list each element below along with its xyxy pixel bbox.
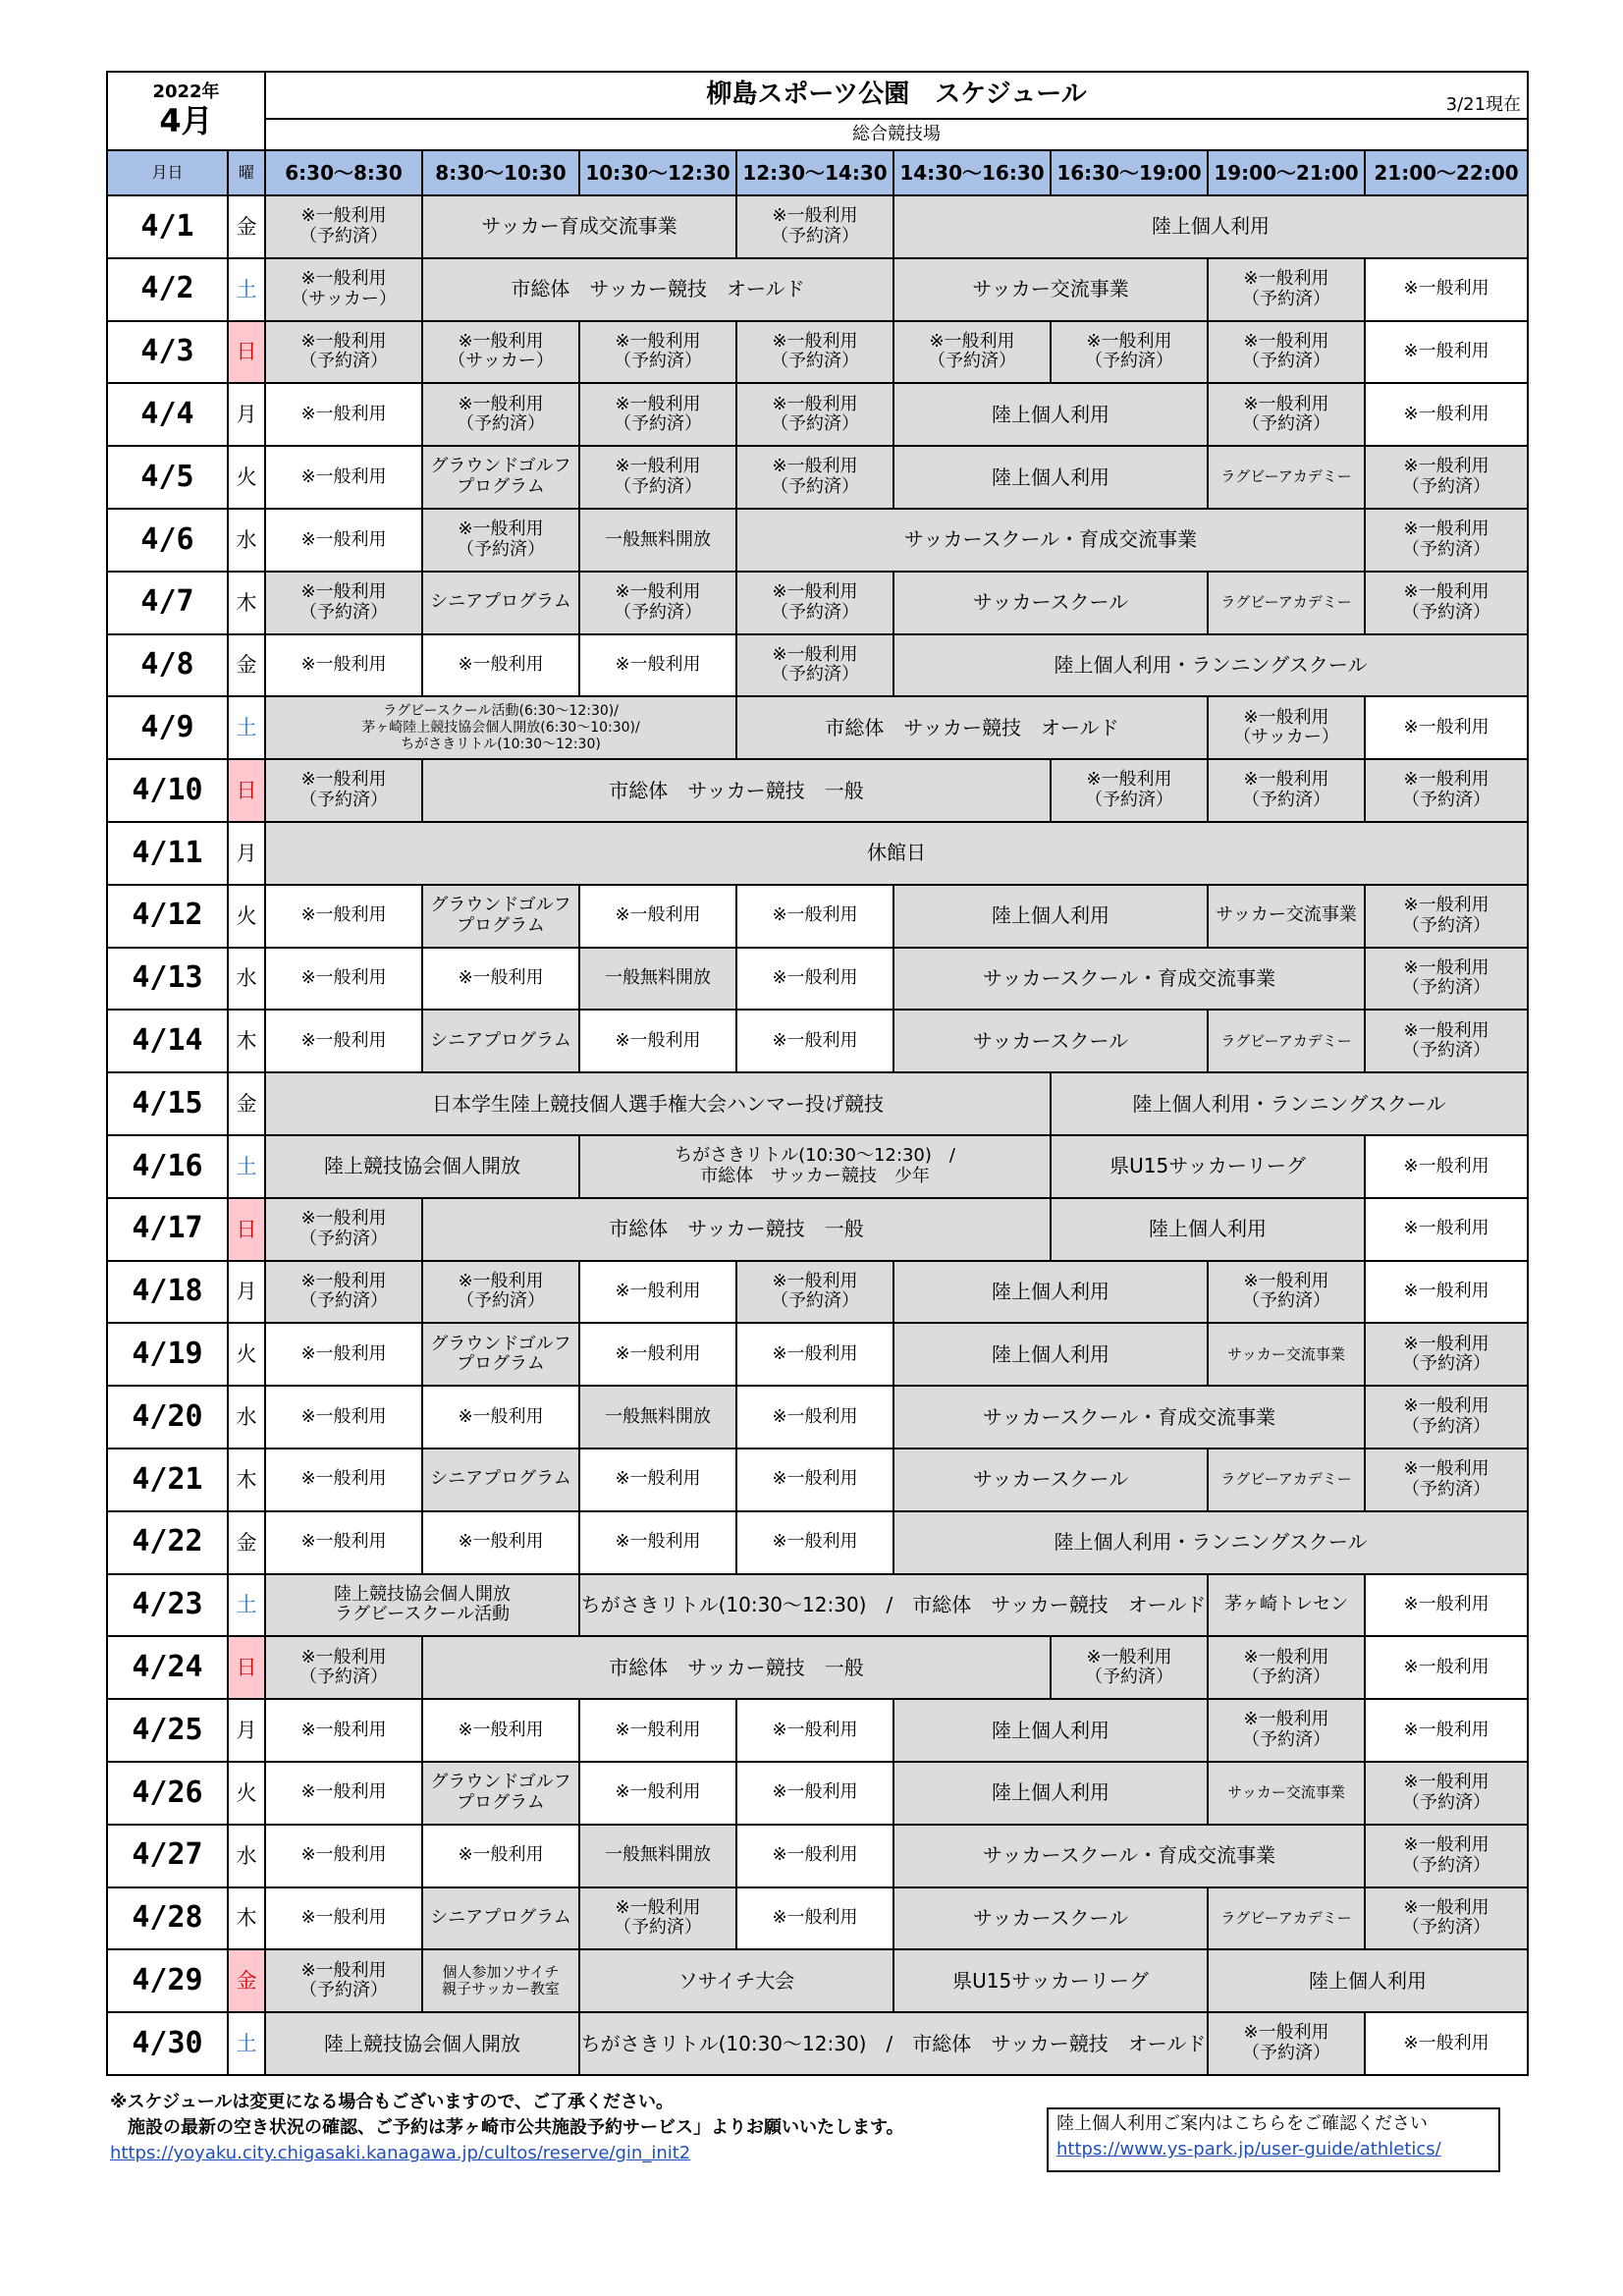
day-of-week: 水 <box>228 948 265 1011</box>
day-of-week: 水 <box>228 509 265 572</box>
facility-name: 総合競技場 <box>265 119 1528 150</box>
schedule-cell: ※一般利用 <box>422 1825 579 1887</box>
schedule-cell: サッカー交流事業 <box>1208 1323 1365 1386</box>
table-row <box>107 1386 1528 1449</box>
day-of-week: 金 <box>228 1072 265 1135</box>
day-date: 4/26 <box>107 1762 228 1825</box>
schedule-cell: グラウンドゴルフ プログラム <box>422 446 579 509</box>
schedule-cell: 陸上個人利用・ランニングスクール <box>893 1511 1528 1574</box>
schedule-cell: ラグビーアカデミー <box>1208 1887 1365 1950</box>
footer-note-change: ※スケジュールは変更になる場合もございますので、ご了承ください。 <box>110 2092 675 2112</box>
schedule-cell: ※一般利用 <box>1365 321 1528 384</box>
schedule-cell: ラグビースクール活動(6:30～12:30)/ 茅ヶ崎陸上競技協会個人開放(6:30～10:30)/ ちがさきリトル(10:30～12:30) <box>265 696 736 759</box>
schedule-cell: シニアプログラム <box>422 1010 579 1072</box>
schedule-cell: ※一般利用 <box>736 1887 893 1950</box>
schedule-cell: 県U15サッカーリーグ <box>1051 1135 1365 1198</box>
day-of-week: 月 <box>228 1261 265 1324</box>
day-of-week: 土 <box>228 1574 265 1637</box>
column-header-slot: 19:00～21:00 <box>1208 150 1365 195</box>
schedule-cell: ※一般利用 （予約済） <box>265 1636 422 1699</box>
schedule-cell: ※一般利用 <box>579 1010 736 1072</box>
schedule-cell: ※一般利用 <box>265 948 422 1011</box>
column-header-row <box>107 150 1528 195</box>
day-date: 4/30 <box>107 2012 228 2075</box>
table-row <box>107 446 1528 509</box>
schedule-cell: 市総体 サッカー競技 オールド <box>736 696 1208 759</box>
schedule-cell: ※一般利用 <box>736 1386 893 1449</box>
schedule-cell: 陸上競技協会個人開放 <box>265 2012 579 2075</box>
day-date: 4/28 <box>107 1887 228 1950</box>
day-of-week: 土 <box>228 258 265 321</box>
table-row <box>107 383 1528 446</box>
schedule-cell: ※一般利用 （予約済） <box>265 759 422 822</box>
schedule-cell: サッカー育成交流事業 <box>422 195 736 258</box>
schedule-cell: ※一般利用 （予約済） <box>1365 1386 1528 1449</box>
day-date: 4/2 <box>107 258 228 321</box>
day-date: 4/7 <box>107 572 228 634</box>
column-header-date: 月日 <box>107 150 228 195</box>
schedule-cell: ※一般利用 <box>579 885 736 948</box>
day-date: 4/4 <box>107 383 228 446</box>
schedule-cell: ※一般利用 <box>736 1511 893 1574</box>
schedule-cell: ※一般利用 <box>265 1887 422 1950</box>
day-date: 4/1 <box>107 195 228 258</box>
schedule-cell: ちがさきリトル(10:30～12:30) / 市総体 サッカー競技 オールド <box>579 1574 1208 1637</box>
schedule-cell: ※一般利用 <box>579 1511 736 1574</box>
day-date: 4/3 <box>107 321 228 384</box>
schedule-cell: ※一般利用 （予約済） <box>265 572 422 634</box>
schedule-cell: ※一般利用 <box>736 1699 893 1762</box>
column-header-slot: 16:30～19:00 <box>1051 150 1208 195</box>
schedule-cell: ※一般利用 <box>579 634 736 697</box>
schedule-cell: ※一般利用 （予約済） <box>265 1261 422 1324</box>
schedule-cell: ※一般利用 （予約済） <box>1365 948 1528 1011</box>
day-date: 4/14 <box>107 1010 228 1072</box>
table-row <box>107 1574 1528 1637</box>
schedule-cell: 陸上個人利用 <box>893 1699 1208 1762</box>
athletics-info-box <box>1047 2107 1500 2172</box>
day-date: 4/20 <box>107 1386 228 1449</box>
schedule-cell: ※一般利用 （予約済） <box>736 1261 893 1324</box>
schedule-cell: ※一般利用 （サッカー） <box>422 321 579 384</box>
title-row <box>107 72 1528 119</box>
day-of-week: 木 <box>228 1449 265 1511</box>
schedule-cell: サッカースクール・育成交流事業 <box>736 509 1365 572</box>
schedule-cell: 陸上個人利用 <box>893 195 1528 258</box>
schedule-cell: サッカースクール <box>893 1010 1208 1072</box>
schedule-cell: ※一般利用 <box>1365 258 1528 321</box>
schedule-cell: サッカー交流事業 <box>1208 1762 1365 1825</box>
schedule-cell: ※一般利用 （予約済） <box>736 383 893 446</box>
schedule-cell: ※一般利用 （予約済） <box>736 321 893 384</box>
table-row <box>107 195 1528 258</box>
schedule-cell: ※一般利用 （予約済） <box>579 383 736 446</box>
table-row <box>107 885 1528 948</box>
day-date: 4/11 <box>107 822 228 885</box>
schedule-cell: 一般無料開放 <box>579 948 736 1011</box>
schedule-cell: ※一般利用 <box>736 1323 893 1386</box>
table-row <box>107 1072 1528 1135</box>
schedule-cell: ※一般利用 <box>265 1449 422 1511</box>
schedule-cell: ※一般利用 （予約済） <box>1208 258 1365 321</box>
schedule-cell: 陸上個人利用 <box>893 885 1208 948</box>
schedule-cell: ※一般利用 （予約済） <box>422 1261 579 1324</box>
schedule-cell: 陸上個人利用 <box>893 383 1208 446</box>
schedule-cell: 陸上個人利用・ランニングスクール <box>1051 1072 1528 1135</box>
schedule-cell: ※一般利用 （予約済） <box>1365 572 1528 634</box>
footer-notes <box>110 2090 904 2166</box>
schedule-cell: グラウンドゴルフ プログラム <box>422 1762 579 1825</box>
table-row <box>107 759 1528 822</box>
schedule-cell: 陸上競技協会個人開放 <box>265 1135 579 1198</box>
page-title: 柳島スポーツ公園 スケジュール <box>706 80 1087 110</box>
schedule-cell: ※一般利用 <box>422 1386 579 1449</box>
table-row <box>107 1636 1528 1699</box>
schedule-cell: 市総体 サッカー競技 一般 <box>422 759 1051 822</box>
schedule-cell: ラグビーアカデミー <box>1208 1449 1365 1511</box>
schedule-cell: サッカースクール <box>893 1887 1208 1950</box>
schedule-cell: ※一般利用 <box>265 383 422 446</box>
schedule-cell: ※一般利用 <box>265 1825 422 1887</box>
schedule-cell: ソサイチ大会 <box>579 1949 893 2012</box>
column-header-slot: 21:00～22:00 <box>1365 150 1528 195</box>
table-row <box>107 258 1528 321</box>
schedule-cell: ※一般利用 （予約済） <box>1365 1010 1528 1072</box>
schedule-cell: ※一般利用 <box>1365 696 1528 759</box>
schedule-cell: ラグビーアカデミー <box>1208 572 1365 634</box>
schedule-cell: ※一般利用 （予約済） <box>1208 759 1365 822</box>
day-date: 4/27 <box>107 1825 228 1887</box>
day-date: 4/22 <box>107 1511 228 1574</box>
table-row <box>107 1949 1528 2012</box>
day-date: 4/19 <box>107 1323 228 1386</box>
table-row <box>107 1511 1528 1574</box>
column-header-slot: 10:30～12:30 <box>579 150 736 195</box>
schedule-cell: ※一般利用 （予約済） <box>1365 1825 1528 1887</box>
schedule-cell: ※一般利用 <box>736 1010 893 1072</box>
schedule-cell: ※一般利用 <box>265 1699 422 1762</box>
day-date: 4/17 <box>107 1198 228 1261</box>
day-of-week: 金 <box>228 1511 265 1574</box>
as-of-date: 3/21現在 <box>1445 94 1522 116</box>
schedule-cell: ※一般利用 <box>579 1323 736 1386</box>
schedule-cell: ※一般利用 （予約済） <box>579 321 736 384</box>
schedule-cell: ※一般利用 （予約済） <box>422 509 579 572</box>
table-row <box>107 1449 1528 1511</box>
column-header-slot: 8:30～10:30 <box>422 150 579 195</box>
table-row <box>107 1825 1528 1887</box>
schedule-cell: 陸上個人利用・ランニングスクール <box>893 634 1528 697</box>
schedule-cell: ※一般利用 （予約済） <box>1365 446 1528 509</box>
schedule-cell: 陸上個人利用 <box>893 1261 1208 1324</box>
day-of-week: 土 <box>228 1135 265 1198</box>
schedule-cell: ※一般利用 <box>1365 1636 1528 1699</box>
day-of-week: 火 <box>228 1762 265 1825</box>
schedule-cell: ※一般利用 （予約済） <box>736 572 893 634</box>
day-date: 4/6 <box>107 509 228 572</box>
table-row <box>107 2012 1528 2075</box>
day-of-week: 木 <box>228 572 265 634</box>
schedule-cell: ※一般利用 （予約済） <box>265 1949 422 2012</box>
schedule-cell: グラウンドゴルフ プログラム <box>422 885 579 948</box>
schedule-cell: ※一般利用 <box>1365 1574 1528 1637</box>
schedule-cell: ※一般利用 （予約済） <box>736 634 893 697</box>
schedule-cell: ※一般利用 <box>579 1449 736 1511</box>
day-date: 4/8 <box>107 634 228 697</box>
schedule-cell: ※一般利用 <box>265 1323 422 1386</box>
table-row <box>107 1261 1528 1324</box>
schedule-cell: ※一般利用 （予約済） <box>1365 1449 1528 1511</box>
day-date: 4/5 <box>107 446 228 509</box>
schedule-cell: サッカー交流事業 <box>1208 885 1365 948</box>
day-of-week: 日 <box>228 1636 265 1699</box>
day-date: 4/10 <box>107 759 228 822</box>
day-date: 4/12 <box>107 885 228 948</box>
schedule-cell: ※一般利用 （予約済） <box>579 572 736 634</box>
schedule-cell: ※一般利用 <box>579 1699 736 1762</box>
table-row <box>107 1699 1528 1762</box>
schedule-cell: グラウンドゴルフ プログラム <box>422 1323 579 1386</box>
schedule-cell: 陸上個人利用 <box>1051 1198 1365 1261</box>
table-row <box>107 572 1528 634</box>
schedule-cell: ※一般利用 <box>422 634 579 697</box>
schedule-cell: 陸上競技協会個人開放 ラグビースクール活動 <box>265 1574 579 1637</box>
reservation-link[interactable]: https://yoyaku.city.chigasaki.kanagawa.jp/cultos/reserve/gin_init2 <box>110 2143 691 2164</box>
schedule-cell: 陸上個人利用 <box>893 446 1208 509</box>
schedule-cell: ※一般利用 <box>1365 1699 1528 1762</box>
schedule-cell: 市総体 サッカー競技 オールド <box>422 258 893 321</box>
schedule-cell: ラグビーアカデミー <box>1208 446 1365 509</box>
table-row <box>107 696 1528 759</box>
title-cell <box>265 72 1528 119</box>
day-of-week: 水 <box>228 1825 265 1887</box>
athletics-info-link[interactable]: https://www.ys-park.jp/user-guide/athletics/ <box>1056 2139 1441 2160</box>
schedule-cell: ※一般利用 <box>579 1261 736 1324</box>
day-of-week: 金 <box>228 1949 265 2012</box>
schedule-cell: ※一般利用 （予約済） <box>1208 1636 1365 1699</box>
schedule-cell: サッカースクール <box>893 572 1208 634</box>
day-of-week: 木 <box>228 1887 265 1950</box>
footer-note-reservation: 施設の最新の空き状況の確認、ご予約は茅ヶ崎市公共施設予約サービス」よりお願いいたします。 <box>110 2117 904 2139</box>
schedule-cell: ※一般利用 （予約済） <box>1208 383 1365 446</box>
schedule-cell: ※一般利用 <box>265 1386 422 1449</box>
day-date: 4/24 <box>107 1636 228 1699</box>
table-row <box>107 1323 1528 1386</box>
day-of-week: 月 <box>228 383 265 446</box>
schedule-cell: ※一般利用 （予約済） <box>579 446 736 509</box>
column-header-slot: 6:30～8:30 <box>265 150 422 195</box>
table-row <box>107 1887 1528 1950</box>
day-date: 4/16 <box>107 1135 228 1198</box>
schedule-cell: 休館日 <box>265 822 1528 885</box>
schedule-cell: ※一般利用 （予約済） <box>1208 321 1365 384</box>
day-date: 4/18 <box>107 1261 228 1324</box>
schedule-cell: ※一般利用 （予約済） <box>265 1198 422 1261</box>
schedule-cell: ※一般利用 （予約済） <box>579 1887 736 1950</box>
day-of-week: 日 <box>228 321 265 384</box>
schedule-cell: ※一般利用 （予約済） <box>1208 2012 1365 2075</box>
schedule-cell: ※一般利用 <box>1365 1135 1528 1198</box>
table-row <box>107 1135 1528 1198</box>
schedule-cell: ※一般利用 <box>1365 2012 1528 2075</box>
schedule-cell: ※一般利用 <box>265 885 422 948</box>
day-date: 4/25 <box>107 1699 228 1762</box>
schedule-cell: ※一般利用 （サッカー） <box>265 258 422 321</box>
schedule-sheet <box>106 71 1527 2076</box>
schedule-cell: サッカー交流事業 <box>893 258 1208 321</box>
day-of-week: 水 <box>228 1386 265 1449</box>
schedule-cell: ※一般利用 （サッカー） <box>1208 696 1365 759</box>
day-of-week: 土 <box>228 2012 265 2075</box>
schedule-cell: ※一般利用 <box>265 1010 422 1072</box>
day-date: 4/9 <box>107 696 228 759</box>
schedule-cell: 茅ヶ崎トレセン <box>1208 1574 1365 1637</box>
day-date: 4/23 <box>107 1574 228 1637</box>
table-row <box>107 634 1528 697</box>
month: 4月 <box>159 101 213 139</box>
column-header-slot: 12:30～14:30 <box>736 150 893 195</box>
schedule-cell: ※一般利用 （予約済） <box>1051 321 1208 384</box>
table-row <box>107 1198 1528 1261</box>
schedule-cell: 市総体 サッカー競技 一般 <box>422 1636 1051 1699</box>
schedule-cell: 一般無料開放 <box>579 509 736 572</box>
schedule-cell: ※一般利用 <box>579 1762 736 1825</box>
schedule-cell: 県U15サッカーリーグ <box>893 1949 1208 2012</box>
schedule-table <box>106 71 1529 2076</box>
day-date: 4/13 <box>107 948 228 1011</box>
day-of-week: 土 <box>228 696 265 759</box>
schedule-cell: 市総体 サッカー競技 一般 <box>422 1198 1051 1261</box>
day-of-week: 金 <box>228 195 265 258</box>
day-of-week: 月 <box>228 1699 265 1762</box>
schedule-cell: ※一般利用 <box>736 1762 893 1825</box>
day-date: 4/15 <box>107 1072 228 1135</box>
schedule-cell: ※一般利用 （予約済） <box>736 446 893 509</box>
schedule-cell: ※一般利用 （予約済） <box>1365 1887 1528 1950</box>
table-row <box>107 509 1528 572</box>
athletics-info-text: 陸上個人利用ご案内はこちらをご確認ください <box>1056 2113 1428 2134</box>
schedule-cell: シニアプログラム <box>422 1449 579 1511</box>
schedule-cell: 陸上個人利用 <box>893 1762 1208 1825</box>
schedule-cell: ※一般利用 <box>1365 1261 1528 1324</box>
schedule-cell: サッカースクール・育成交流事業 <box>893 1386 1365 1449</box>
day-of-week: 日 <box>228 1198 265 1261</box>
table-row <box>107 948 1528 1011</box>
schedule-cell: ※一般利用 <box>422 1511 579 1574</box>
schedule-cell: ※一般利用 （予約済） <box>1208 1699 1365 1762</box>
table-row <box>107 321 1528 384</box>
table-row <box>107 1762 1528 1825</box>
table-row <box>107 1010 1528 1072</box>
day-of-week: 火 <box>228 446 265 509</box>
schedule-cell: ※一般利用 （予約済） <box>1051 1636 1208 1699</box>
schedule-cell: ※一般利用 （予約済） <box>1051 759 1208 822</box>
year-month-cell <box>107 72 265 150</box>
schedule-cell: ※一般利用 （予約済） <box>422 383 579 446</box>
schedule-cell: ※一般利用 （予約済） <box>893 321 1051 384</box>
schedule-cell: 個人参加ソサイチ 親子サッカー教室 <box>422 1949 579 2012</box>
schedule-cell: 日本学生陸上競技個人選手権大会ハンマー投げ競技 <box>265 1072 1051 1135</box>
day-of-week: 金 <box>228 634 265 697</box>
schedule-cell: 一般無料開放 <box>579 1825 736 1887</box>
schedule-cell: ※一般利用 <box>265 446 422 509</box>
year: 2022年 <box>152 82 220 103</box>
schedule-cell: ※一般利用 <box>736 1825 893 1887</box>
schedule-cell: ※一般利用 （予約済） <box>265 321 422 384</box>
column-header-dow: 曜 <box>228 150 265 195</box>
schedule-cell: ※一般利用 <box>422 948 579 1011</box>
schedule-cell: ※一般利用 <box>265 1511 422 1574</box>
schedule-cell: 陸上個人利用 <box>893 1323 1208 1386</box>
day-date: 4/21 <box>107 1449 228 1511</box>
schedule-cell: ※一般利用 <box>265 634 422 697</box>
column-header-slot: 14:30～16:30 <box>893 150 1051 195</box>
schedule-cell: ※一般利用 （予約済） <box>1365 759 1528 822</box>
schedule-cell: ※一般利用 <box>265 509 422 572</box>
schedule-cell: ※一般利用 （予約済） <box>736 195 893 258</box>
day-of-week: 月 <box>228 822 265 885</box>
schedule-cell: ※一般利用 <box>736 1449 893 1511</box>
day-of-week: 火 <box>228 1323 265 1386</box>
schedule-cell: シニアプログラム <box>422 1887 579 1950</box>
schedule-cell: ※一般利用 （予約済） <box>1365 509 1528 572</box>
schedule-cell: ちがさきリトル(10:30～12:30) / 市総体 サッカー競技 オールド <box>579 2012 1208 2075</box>
schedule-cell: ※一般利用 <box>422 1699 579 1762</box>
schedule-cell: ※一般利用 （予約済） <box>265 195 422 258</box>
schedule-cell: 一般無料開放 <box>579 1386 736 1449</box>
schedule-cell: サッカースクール・育成交流事業 <box>893 1825 1365 1887</box>
schedule-cell: ※一般利用 （予約済） <box>1208 1261 1365 1324</box>
schedule-cell: ※一般利用 <box>265 1762 422 1825</box>
schedule-cell: シニアプログラム <box>422 572 579 634</box>
day-date: 4/29 <box>107 1949 228 2012</box>
day-of-week: 木 <box>228 1010 265 1072</box>
table-row <box>107 822 1528 885</box>
schedule-cell: ラグビーアカデミー <box>1208 1010 1365 1072</box>
schedule-cell: ※一般利用 <box>1365 1198 1528 1261</box>
schedule-cell: ちがさきリトル(10:30～12:30) / 市総体 サッカー競技 少年 <box>579 1135 1051 1198</box>
schedule-cell: ※一般利用 <box>736 948 893 1011</box>
schedule-cell: サッカースクール <box>893 1449 1208 1511</box>
schedule-cell: ※一般利用 （予約済） <box>1365 1762 1528 1825</box>
schedule-cell: ※一般利用 <box>1365 383 1528 446</box>
day-of-week: 日 <box>228 759 265 822</box>
schedule-cell: ※一般利用 （予約済） <box>1365 1323 1528 1386</box>
day-of-week: 火 <box>228 885 265 948</box>
schedule-cell: 陸上個人利用 <box>1208 1949 1528 2012</box>
facility-row <box>107 119 1528 150</box>
schedule-cell: ※一般利用 （予約済） <box>1365 885 1528 948</box>
schedule-cell: サッカースクール・育成交流事業 <box>893 948 1365 1011</box>
schedule-cell: ※一般利用 <box>736 885 893 948</box>
